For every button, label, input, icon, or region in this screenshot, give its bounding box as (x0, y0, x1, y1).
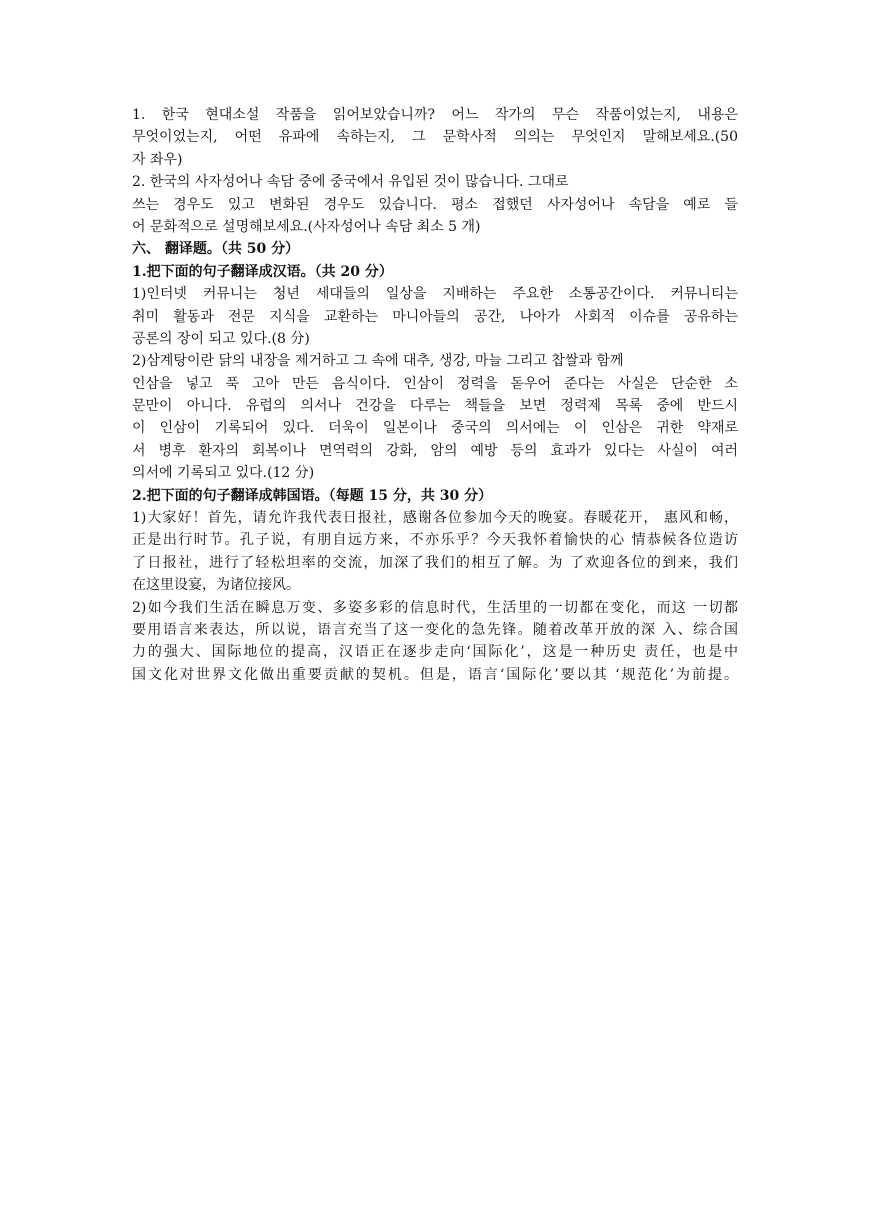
text-line: 의서에 기록되고 있다.(12 分) (132, 465, 315, 482)
part-1-item-1 (132, 283, 738, 350)
part-1-item-2 (132, 350, 738, 484)
text-line: 2)삼계탕이란 닭의 내장을 제거하고 그 속에 대추, 생강, 마늘 그리고 찹쌀과 함께 (132, 353, 624, 370)
text-line: 문만이 아니다. 유럽의 의서나 건강을 다루는 책들을 보면 정력제 목록 중에 반드시 (132, 398, 738, 415)
text-line: 2)如今我们生活在瞬息万变、多姿多彩的信息时代，生活里的一切都在变化，而这 一切都 (132, 599, 738, 616)
question-2 (132, 171, 738, 238)
text-line: 1)인터넷 커뮤니는 청년 세대들의 일상을 지배하는 주요한 소통공간이다. 커뮤니티는 (132, 286, 738, 303)
text-line: 공론의 장이 되고 있다.(8 分) (132, 330, 310, 347)
text-line: 1. 한국 현대소설 작품을 읽어보았습니까? 어느 작가의 무슨 작품이었는지, 내용은 (132, 107, 738, 123)
text-line: 어 문화적으로 설명해보세요.(사자성어나 속담 최소 5 개) (132, 218, 481, 235)
text-line: 2. 한국의 사자성어나 속담 중에 중국에서 유입된 것이 많습니다. 그대로 (132, 174, 569, 191)
text-line: 이 인삼이 기록되어 있다. 더욱이 일본이나 중국의 의서에는 이 인삼은 귀한 약재로 (132, 420, 738, 437)
text-line: 무엇이었는지, 어떤 유파에 속하는지, 그 문학사적 의의는 무엇인지 말해보세요.(50 (132, 129, 738, 146)
text-line: 1)大家好！首先，请允许我代表日报社，感谢各位参加今天的晚宴。春暖花开， 惠风和畅， (132, 510, 738, 527)
section-heading: 六、 翻译题。（共 50 分） (132, 241, 300, 258)
part-1-heading: 1.把下面的句子翻译成汉语。（共 20 分） (132, 263, 393, 280)
text-line: 자 좌우) (132, 151, 183, 168)
text-line: 力的强大、国际地位的提高，汉语正在逐步走向‘国际化’，这是一种历史 责任，也是中 (132, 644, 738, 661)
text-line: 了日报社，进行了轻松坦率的交流，加深了我们的相互了解。为 了欢迎各位的到来，我们 (132, 554, 738, 571)
part-2-heading: 2.把下面的句子翻译成韩国语。（每题 15 分，共 30 分） (132, 487, 493, 504)
text-line: 서 병후 환자의 회복이나 면역력의 강화, 암의 예방 등의 효과가 있다는 사실이 여러 (132, 442, 738, 459)
question-1 (132, 104, 738, 171)
text-line: 国文化对世界文化做出重要贡献的契机。但是，语言‘国际化’要以其 ‘规范化’为前提。 (132, 666, 738, 683)
part-2-item-1 (132, 507, 738, 597)
text-line: 쓰는 경우도 있고 변화된 경우도 있습니다. 평소 접했던 사자성어나 속담을 예로 들 (132, 196, 738, 213)
document-body (132, 104, 738, 686)
text-line: 正是出行时节。孔子说，有朋自远方来，不亦乐乎？今天我怀着愉快的心 情恭候各位造访 (132, 532, 738, 549)
text-line: 인삼을 넣고 푹 고아 만든 음식이다. 인삼이 정력을 돋우어 준다는 사실은 단순한 소 (132, 375, 738, 392)
text-line: 在这里设宴，为诸位接风。 (132, 577, 300, 594)
text-line: 要用语言来表达，所以说，语言充当了这一变化的急先锋。随着改革开放的深 入、综合国 (132, 621, 738, 638)
part-2-item-2 (132, 597, 738, 687)
text-line: 취미 활동과 전문 지식을 교환하는 마니아들의 공간, 나아가 사회적 이슈를 공유하는 (132, 308, 738, 325)
